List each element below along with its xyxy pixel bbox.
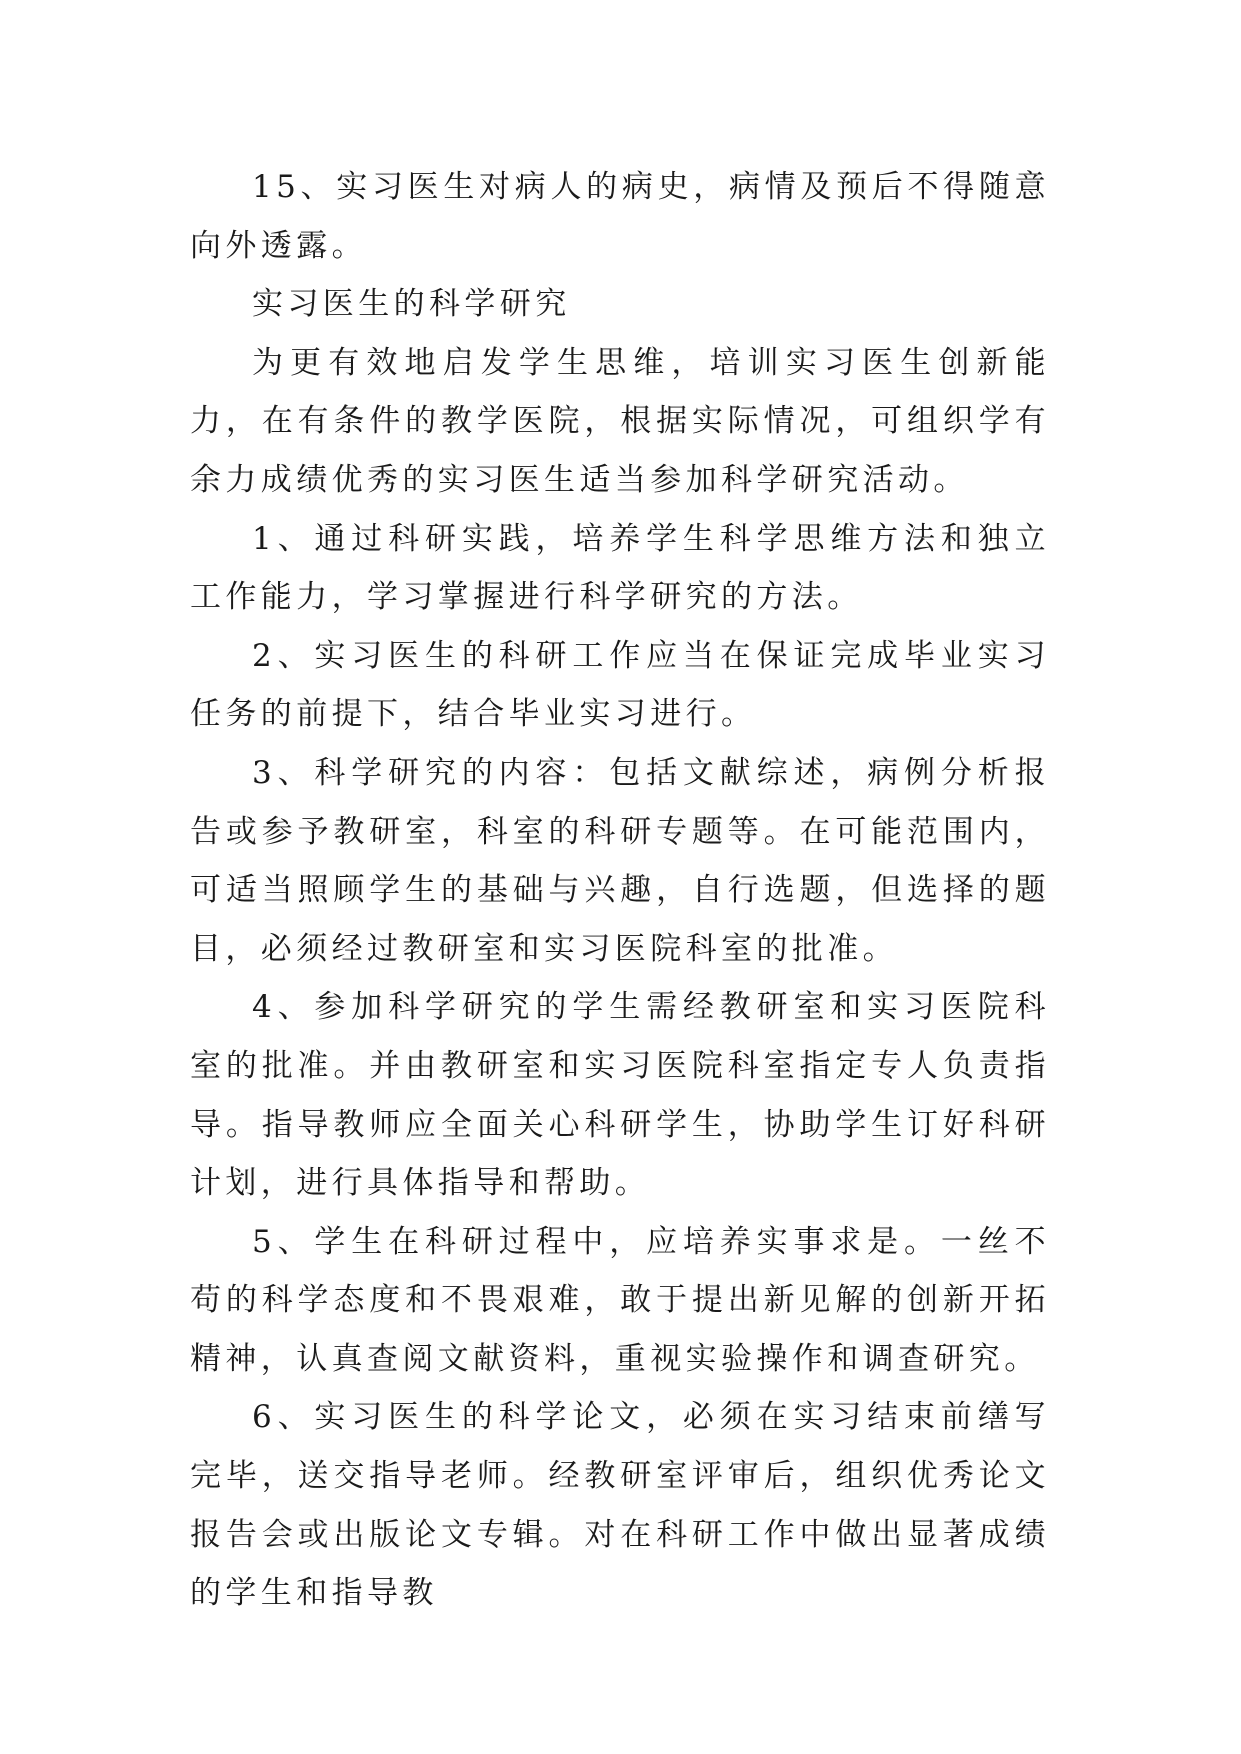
paragraph-item-6: 6、实习医生的科学论文，必须在实习结束前缮写完毕，送交指导老师。经教研室评审后，组织优秀论文报告会或出版论文专辑。对在科研工作中做出显著成绩的学生和指导教 [190,1399,1050,1612]
paragraph-confidentiality: 15、实习医生对病人的病史，病情及预后不得随意向外透露。 [190,169,1050,264]
paragraph-item-3: 3、科学研究的内容：包括文献综述，病例分析报告或参予教研室，科室的科研专题等。在可能范围内，可适当照顾学生的基础与兴趣，自行选题，但选择的题目，必须经过教研室和实习医院科室的批准。 [190,754,1050,967]
section-heading-research: 实习医生的科学研究 [252,286,571,323]
paragraph-item-4: 4、参加科学研究的学生需经教研室和实习医院科室的批准。并由教研室和实习医院科室指定专人负责指导。指导教师应全面关心科研学生，协助学生订好科研计划，进行具体指导和帮助。 [190,989,1050,1202]
paragraph-intro: 为更有效地启发学生思维，培训实习医生创新能力，在有条件的教学医院，根据实际情况，可组织学有余力成绩优秀的实习医生适当参加科学研究活动。 [190,344,1050,498]
paragraph-item-5: 5、学生在科研过程中，应培养实事求是。一丝不苟的科学态度和不畏艰难，敢于提出新见解的创新开拓精神，认真查阅文献资料，重视实验操作和调查研究。 [190,1223,1050,1377]
paragraph-item-2: 2、实习医生的科研工作应当在保证完成毕业实习任务的前提下，结合毕业实习进行。 [190,637,1050,733]
paragraph-item-1: 1、通过科研实践，培养学生科学思维方法和独立工作能力，学习掌握进行科学研究的方法。 [190,520,1050,616]
document-page [190,158,1050,1623]
